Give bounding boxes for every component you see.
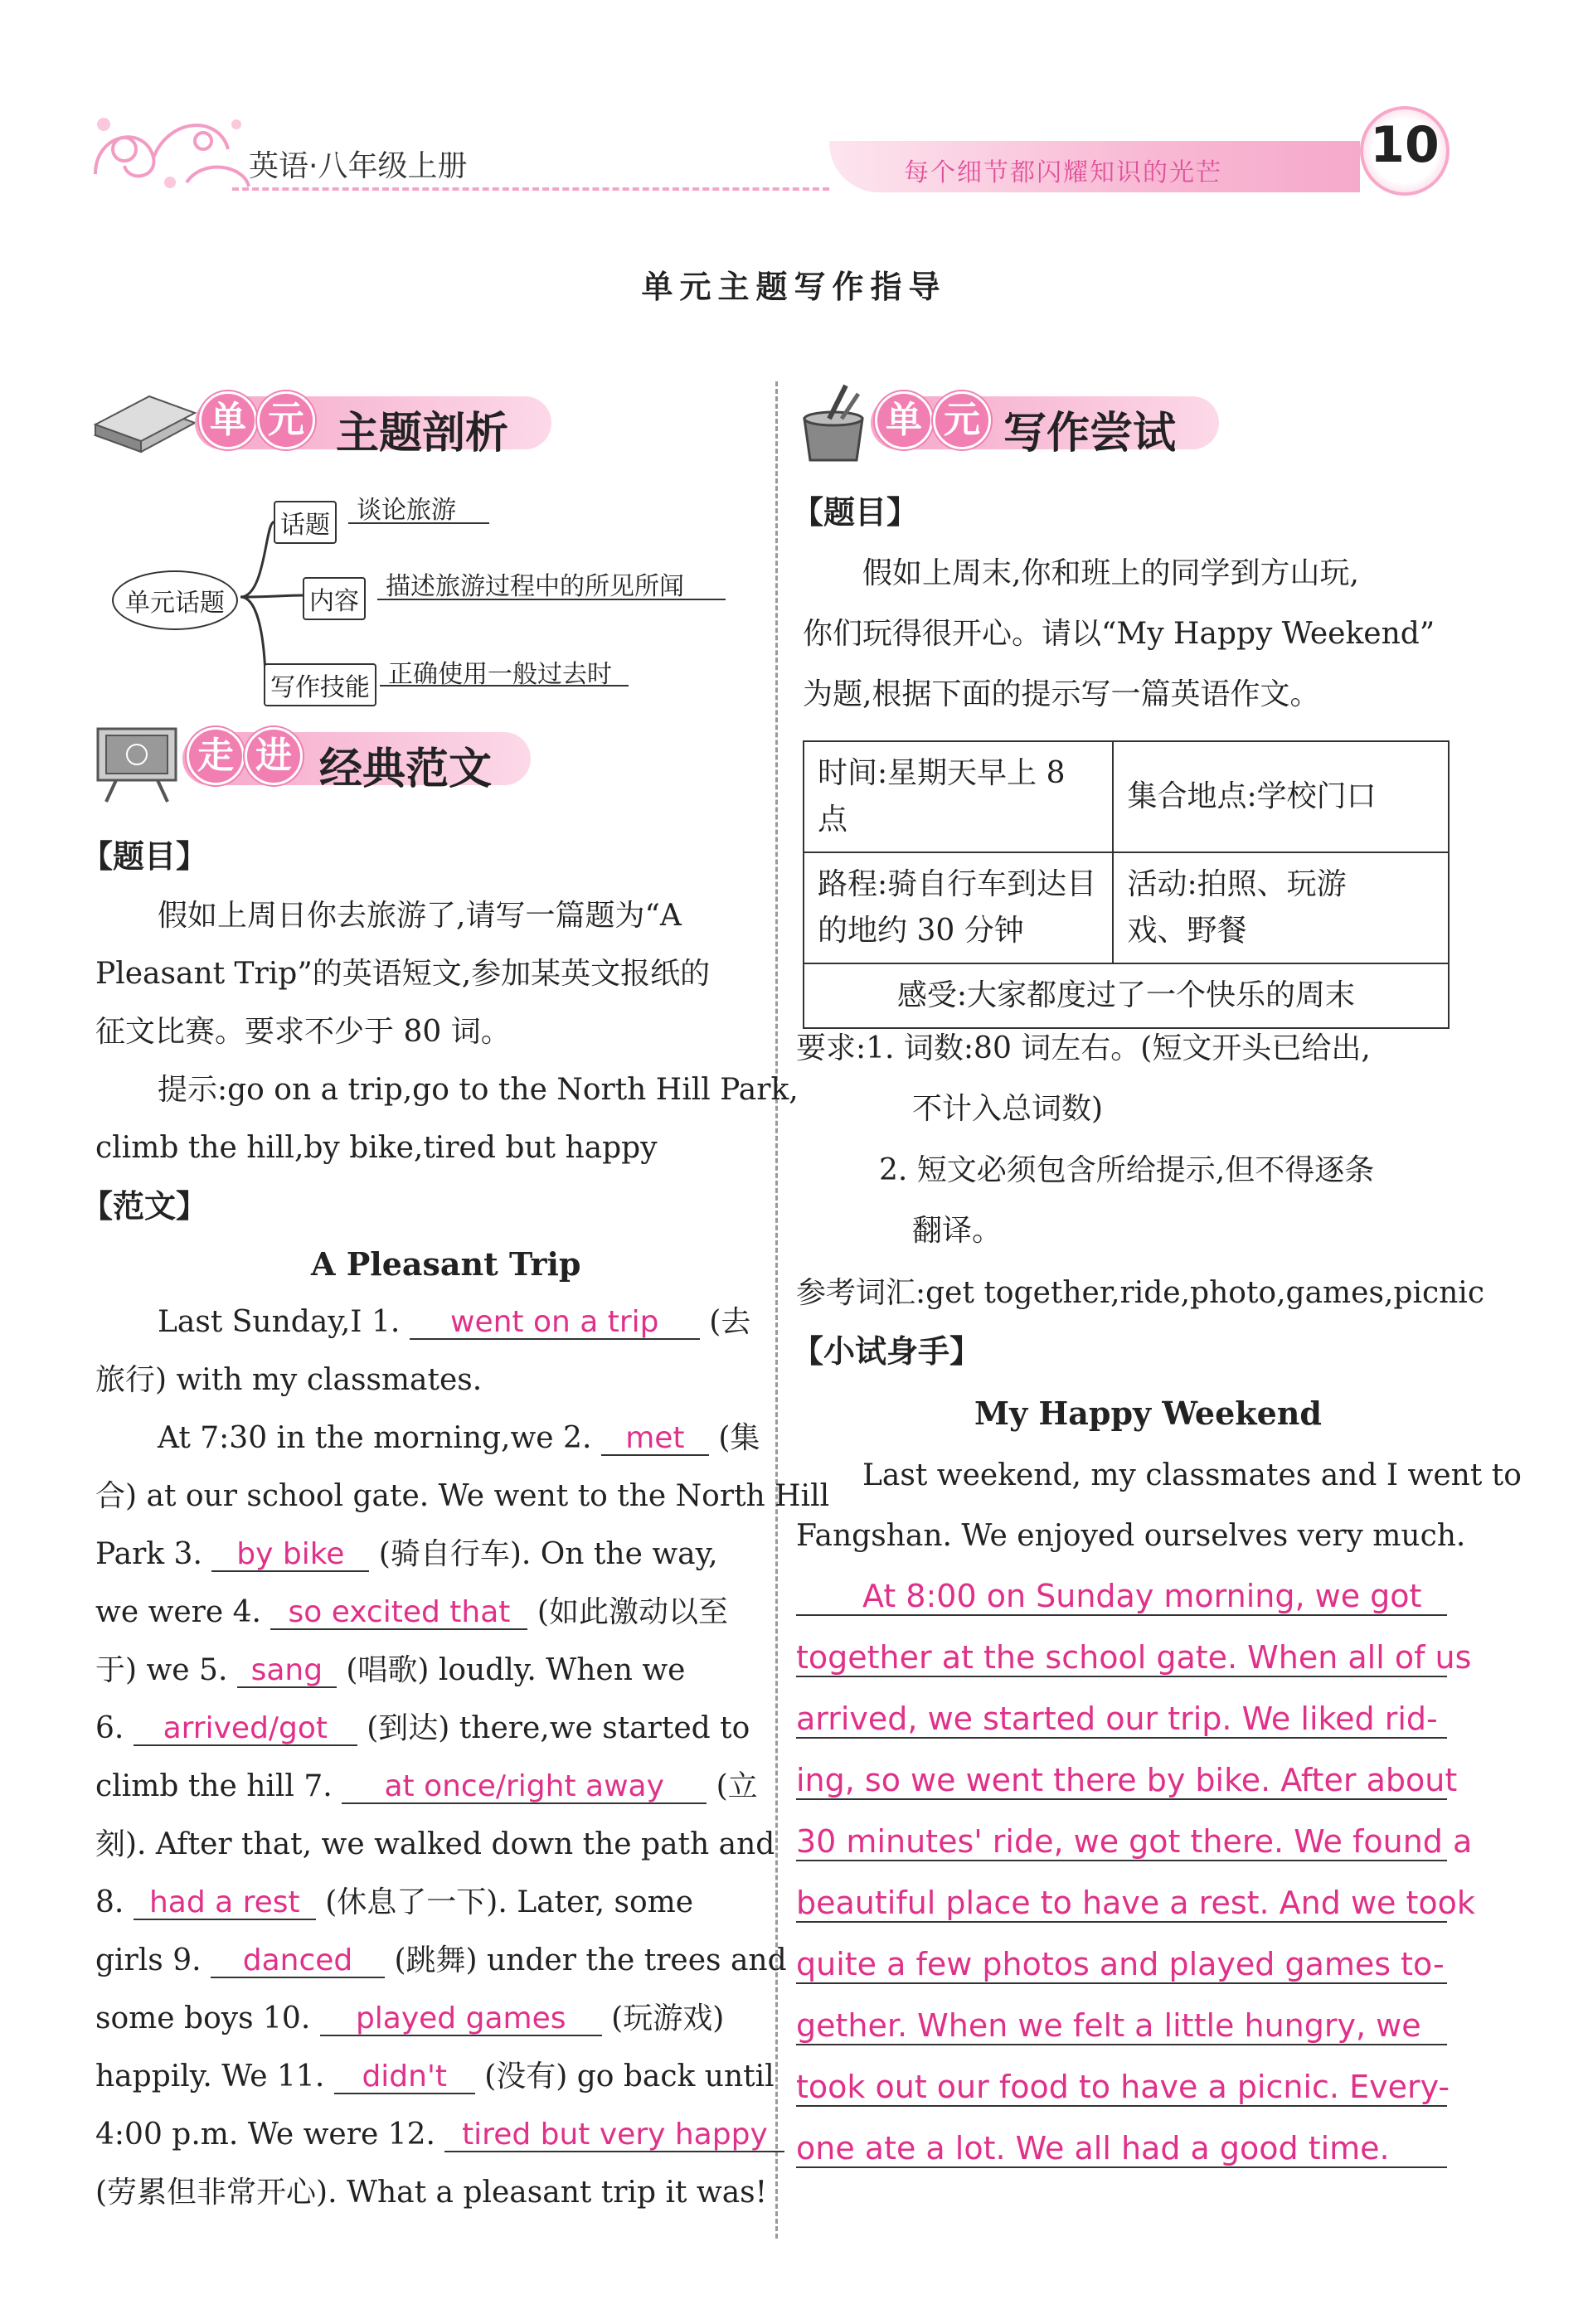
answer-blank: had a rest xyxy=(134,1887,316,1920)
essay-text: (立 xyxy=(716,1769,758,1803)
writing-essay-title: My Happy Weekend xyxy=(974,1395,1322,1432)
essay-text: climb the hill 7. xyxy=(95,1769,333,1803)
essay-text: (去 xyxy=(709,1305,751,1339)
answer-line: took out our food to have a picnic. Every- xyxy=(796,2069,1450,2105)
mindmap-branch-label: 话题 xyxy=(274,501,337,544)
task-table xyxy=(803,740,1450,1029)
essay-line xyxy=(95,2118,784,2152)
essay-text: (骑自行车). On the way, xyxy=(378,1537,718,1571)
table-cell-line: 的地约 30 分钟 xyxy=(818,914,1024,948)
answer-line: quite a few photos and played games to- xyxy=(796,1946,1447,1984)
essay-text: Park 3. xyxy=(95,1537,202,1571)
essay-line xyxy=(95,1538,718,1572)
answer-line: gether. When we felt a little hungry, we xyxy=(796,2007,1447,2045)
answer-line: one ate a lot. We all had a good time. xyxy=(796,2130,1447,2168)
essay-text: some boys 10. xyxy=(95,2001,311,2035)
hint-line: 提示:go on a trip,go to the North Hill Park, xyxy=(158,1073,799,1107)
requirement-line: 要求:1. 词数:80 词左右。(短文开头已给出, xyxy=(796,1031,1371,1065)
essay-line xyxy=(95,2060,775,2094)
answer-line: ing, so we went there by bike. After about xyxy=(796,1762,1458,1798)
try-label: 【小试身手】 xyxy=(792,1332,982,1370)
topic-line: 征文比赛。要求不少于 80 词。 xyxy=(95,1015,511,1049)
essay-line: 刻). After that, we walked down the path and xyxy=(95,1827,775,1861)
answer-line: 30 minutes' ride, we got there. We found a xyxy=(796,1823,1473,1860)
essay-line xyxy=(95,1770,758,1804)
essay-line xyxy=(95,1886,693,1920)
answer-line: At 8:00 on Sunday morning, we got xyxy=(796,1578,1447,1616)
books-icon xyxy=(91,390,199,456)
mindmap-root: 单元话题 xyxy=(112,570,238,630)
essay-line: 合) at our school gate. We went to the North Hill xyxy=(95,1479,830,1513)
requirement-line: 不计入总词数) xyxy=(912,1092,1104,1126)
essay-text: At 7:30 in the morning,we 2. xyxy=(158,1421,592,1455)
table-row xyxy=(804,963,1449,1028)
section-banner-writing xyxy=(792,390,1223,456)
essay-text: (休息了一下). Later, some xyxy=(325,1885,694,1919)
answer-line: beautiful place to have a rest. And we took xyxy=(796,1885,1475,1921)
banner-bubble: 元 xyxy=(257,391,315,449)
mindmap-underline xyxy=(380,685,629,687)
mindmap-branch-text: 谈论旅游 xyxy=(357,496,456,525)
model-essay-title: A Pleasant Trip xyxy=(311,1245,581,1283)
essay-line xyxy=(95,1712,750,1746)
essay-line xyxy=(158,1306,750,1340)
banner-bubble: 进 xyxy=(245,727,303,785)
essay-line: 旅行) with my classmates. xyxy=(95,1363,483,1397)
answer-blank: tired but very happy xyxy=(444,2119,784,2152)
vocab-line: 参考词汇:get together,ride,photo,games,picnic xyxy=(796,1276,1484,1310)
header-divider xyxy=(232,187,829,191)
essay-text: 8. xyxy=(95,1885,124,1919)
model-label: 【范文】 xyxy=(81,1187,208,1225)
section-title: 写作尝试 xyxy=(1003,409,1177,458)
essay-text: Last Sunday,I 1. xyxy=(158,1305,401,1339)
essay-line xyxy=(158,1422,760,1456)
essay-line xyxy=(95,1596,728,1630)
section-title: 经典范文 xyxy=(319,745,493,794)
answer-blank: danced xyxy=(211,1945,385,1978)
answer-blank: by bike xyxy=(211,1539,369,1572)
answer-blank: at once/right away xyxy=(342,1771,707,1804)
table-row xyxy=(804,741,1449,852)
answer-blank: arrived/got xyxy=(134,1713,357,1746)
banner-bubble: 单 xyxy=(875,391,933,449)
banner-bubble: 元 xyxy=(933,391,991,449)
requirement-line: 2. 短文必须包含所给提示,但不得逐条 xyxy=(879,1153,1375,1187)
topic-line: 假如上周日你去旅游了,请写一篇题为“A xyxy=(158,899,682,933)
table-cell-line: 路程:骑自行车到达目 xyxy=(818,867,1097,901)
essay-text: (到达) there,we started to xyxy=(367,1711,750,1745)
essay-text: (如此激动以至 xyxy=(537,1595,728,1629)
answer-blank: met xyxy=(601,1423,709,1456)
table-cell: 感受:大家都度过了一个快乐的周末 xyxy=(804,963,1449,1028)
mindmap-branch-text: 描述旅游过程中的所见所闻 xyxy=(386,572,684,601)
table-cell xyxy=(1113,852,1449,963)
section-banner-analysis xyxy=(91,390,556,456)
mindmap-branch-label: 写作技能 xyxy=(264,663,376,706)
essay-intro-line: Last weekend, my classmates and I went to xyxy=(862,1458,1522,1492)
essay-text: (跳舞) under the trees and xyxy=(394,1943,787,1977)
essay-text: happily. We 11. xyxy=(95,2060,325,2094)
requirement-line: 翻译。 xyxy=(912,1214,1003,1248)
essay-text: 4:00 p.m. We were 12. xyxy=(95,2118,435,2152)
essay-text: (唱歌) loudly. When we xyxy=(346,1653,686,1687)
answer-line: together at the school gate. When all of us xyxy=(796,1639,1472,1676)
topic-label: 【题目】 xyxy=(792,493,919,531)
topic-line: 你们玩得很开心。请以“My Happy Weekend” xyxy=(803,617,1435,651)
essay-text: 于) we 5. xyxy=(95,1653,228,1687)
banner-bubble: 走 xyxy=(187,727,245,785)
essay-text: we were 4. xyxy=(95,1595,261,1629)
section-banner-model xyxy=(91,725,531,792)
table-cell-line: 戏、野餐 xyxy=(1127,914,1247,948)
topic-line: Pleasant Trip”的英语短文,参加某英文报纸的 xyxy=(95,957,711,991)
section-title: 主题剖析 xyxy=(336,409,509,458)
table-cell-line: 活动:拍照、玩游 xyxy=(1127,867,1347,901)
answer-line: arrived, we started our trip. We liked rid- xyxy=(796,1701,1447,1739)
topic-line: 假如上周末,你和班上的同学到方山玩, xyxy=(862,556,1359,590)
page-number: 10 xyxy=(1370,116,1440,174)
answer-blank: played games xyxy=(320,2003,602,2036)
essay-line xyxy=(95,1944,787,1978)
slogan: 每个细节都闪耀知识的光芒 xyxy=(904,158,1222,187)
essay-line xyxy=(95,1654,685,1688)
table-cell xyxy=(804,852,1113,963)
book-subject: 英语·八年级上册 xyxy=(249,149,468,183)
table-row xyxy=(804,852,1449,963)
table-cell: 集合地点:学校门口 xyxy=(1113,741,1449,852)
answer-blank: sang xyxy=(237,1655,337,1688)
mindmap-underline xyxy=(377,599,726,600)
essay-intro-line: Fangshan. We enjoyed ourselves very much. xyxy=(796,1519,1466,1553)
brush-bucket-icon xyxy=(792,381,875,464)
page-title: 单元主题写作指导 xyxy=(641,268,947,305)
topic-label: 【题目】 xyxy=(81,837,208,875)
mindmap-branch-text: 正确使用一般过去时 xyxy=(388,660,612,689)
mindmap-branch-label: 内容 xyxy=(303,577,366,620)
floral-ornament xyxy=(79,99,261,199)
hint-line: climb the hill,by bike,tired but happy xyxy=(95,1131,658,1165)
banner-bubble: 单 xyxy=(199,391,257,449)
essay-text: (没有) go back until xyxy=(484,2060,775,2094)
essay-line: (劳累但非常开心). What a pleasant trip it was! xyxy=(95,2176,768,2210)
answer-blank: so excited that xyxy=(270,1597,527,1630)
answer-blank: went on a trip xyxy=(410,1307,700,1340)
topic-line: 为题,根据下面的提示写一篇英语作文。 xyxy=(803,677,1320,711)
essay-text: girls 9. xyxy=(95,1943,202,1977)
answer-blank: didn't xyxy=(334,2061,475,2094)
essay-line xyxy=(95,2002,724,2036)
mindmap-underline xyxy=(348,522,489,524)
table-cell: 时间:星期天早上 8 点 xyxy=(804,741,1113,852)
essay-text: (集 xyxy=(718,1421,760,1455)
easel-icon xyxy=(91,725,182,804)
essay-text: (玩游戏) xyxy=(611,2001,725,2035)
essay-text: 6. xyxy=(95,1711,124,1745)
